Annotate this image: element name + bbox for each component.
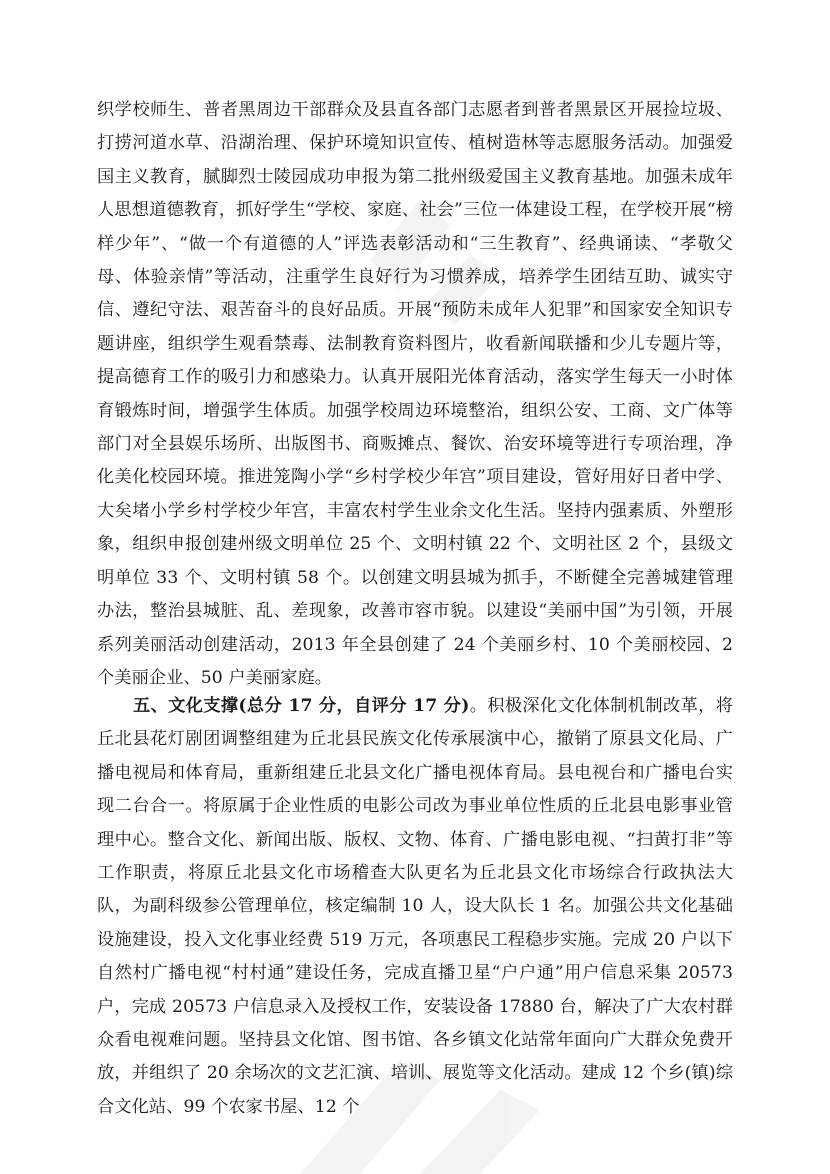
paragraph-civilization: 织学校师生、普者黑周边干部群众及县直各部门志愿者到普者黑景区开展捡垃圾、打捞河道水草、沿湖治理、保护环境知识宣传、植树造林等志愿服务活动。加强爱国主义教育，腻脚烈士陵园成功申报为第二批州级爱国主义教育基地。加强未成年人思想道德教育，抓好学生“学校、家庭、社会”三位一体建设工程，在学校开展“榜样少年”、“做一个有道德的人”评选表彰活动和“三生教育”、经典诵读、“孝敬父母、体验亲情”等活动，注重学生良好行为习惯养成，培养学生团结互助、诚实守信、遵纪守法、艰苦奋斗的良好品质。开展“预防未成年人犯罪”和国家安全知识专题讲座，组织学生观看禁毒、法制教育资料图片，收看新闻联播和少儿专题片等，提高德育工作的吸引力和感染力。认真开展阳光体育活动，落实学生每天一小时体育锻炼时间，增强学生体质。加强学校周边环境整治，组织公安、工商、文广体等部门对全县娱乐场所、出版图书、商贩摊点、餐饮、治安环境等进行专项治理，净化美化校园环境。推进笼陶小学“乡村学校少年宫”项目建设，管好用好日者中学、大矣堵小学乡村学校少年宫，丰富农村学生业余文化生活。坚持内强素质、外塑形象，组织申报创建州级文明单位 25 个、文明村镇 22 个、文明社区 2 个，县级文明单位 33 个、文明村镇 58 个。以创建文明县城为抓手，不断健全完善城建管理办法，整治县城脏、乱、差现象，改善市容市貌。以建设“美丽中国”为引领，开展系列美丽活动创建活动，2013 年全县创建了 24 个美丽乡村、10 个美丽校园、2 个美丽企业、50 户美丽家庭。 xyxy=(97,100,733,688)
section-body: 。积极深化文化体制机制改革，将丘北县花灯剧团调整组建为丘北县民族文化传承展演中心，撤销了原县文化局、广播电视局和体育局，重新组建丘北县文化广播电视体育局。县电视台和广播电台实现二台合一。将原属于企业性质的电影公司改为事业单位性质的丘北县电影事业管理中心。整合文化、新闻出版、版权、文物、体育、广播电影电视、“扫黄打非”等工作职责，将原丘北县文化市场稽查大队更名为丘北县文化市场综合行政执法大队，为副科级参公管理单位，核定编制 10 人，设大队长 1 名。加强公共文化基础设施建设，投入文化事业经费 519 万元，各项惠民工程稳步实施。完成 20 户以下自然村广播电视“村村通”建设任务，完成直播卫星“户户通”用户信息采集 20573 户，完成 20573 户信息录入及授权工作，安装设备 17880 台，解决了广大农村群众看电视难问题。坚持县文化馆、图书馆、各乡镇文化站常年面向广大群众免费开放，并组织了 20 余场次的文艺汇演、培训、展览等文化活动。建成 12 个乡(镇)综合文化站、99 个农家书屋、12 个 xyxy=(97,696,733,1117)
section-heading: 五、文化支撑(总分 17 分，自评分 17 分) xyxy=(133,696,470,716)
paragraph-culture-support xyxy=(97,690,733,1124)
